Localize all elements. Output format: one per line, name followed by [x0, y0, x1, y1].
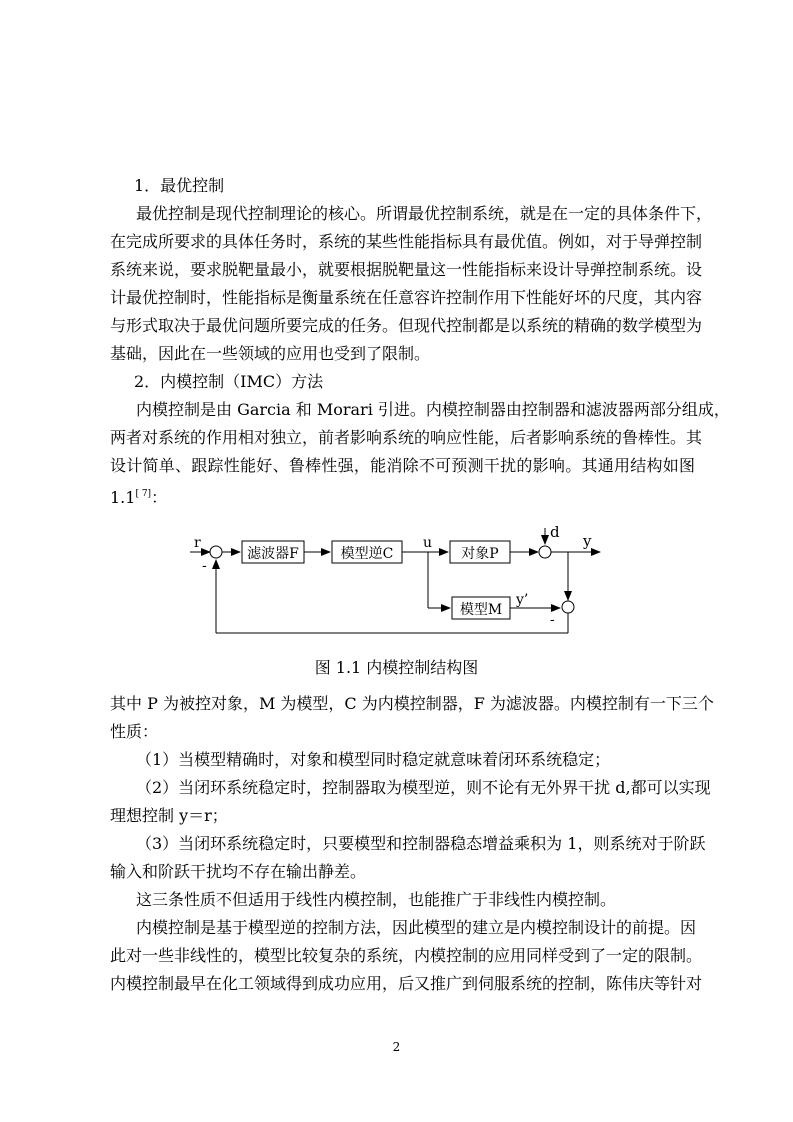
paragraph-line: 此对一些非线性的，模型比较复杂的系统，内模控制的应用同样受到了一定的限制。	[110, 946, 703, 965]
section-heading-optimal-control: 1．最优控制	[134, 176, 225, 195]
property-item-3-cont: 输入和阶跃干扰均不存在输出静差。	[110, 862, 367, 881]
minus-sign: -	[202, 558, 207, 574]
property-item-3: （3）当闭环系统稳定时，只要模型和控制器稳态增益乘积为 1，则系统对于阶跃	[136, 834, 706, 853]
sum-junction-model-error	[562, 601, 574, 613]
model-label: 模型M	[459, 602, 503, 618]
paragraph-line: 其中 P 为被控对象，M 为模型，C 为内模控制器，F 为滤波器。内模控制有一下三个	[110, 694, 714, 713]
model-inverse-label: 模型逆C	[340, 546, 394, 562]
paragraph-line: 计最优控制时，性能指标是衡量系统在任意容许控制作用下性能好坏的尺度，其内容	[110, 288, 703, 307]
paragraph-line: 与形式取决于最优问题所要完成的任务。但现代控制都是以系统的精确的数学模型为	[110, 316, 703, 335]
paragraph-line-with-citation	[110, 484, 695, 508]
figure-ref: 1.1	[110, 488, 136, 507]
citation: [ 7]	[135, 489, 152, 499]
paragraph-line: 基础，因此在一些领域的应用也受到了限制。	[110, 344, 431, 363]
plant-label: 对象P	[461, 546, 499, 562]
signal-y-prime-label: y’	[516, 592, 529, 608]
property-item-2: （2）当闭环系统稳定时，控制器取为模型逆，则不论有无外界干扰 d,都可以实现	[136, 778, 711, 797]
figure-caption: 图 1.1 内模控制结构图	[314, 658, 479, 677]
paragraph-line: 内模控制是由 Garcia 和 Morari 引进。内模控制器由控制器和滤波器两部分组成，	[136, 400, 730, 419]
signal-u-label: u	[423, 535, 433, 551]
paragraph-line: 系统来说，要求脱靶量最小，就要根据脱靶量这一性能指标来设计导弹控制系统。设	[110, 260, 703, 279]
paragraph-line: 两者对系统的作用相对独立，前者影响系统的响应性能，后者影响系统的鲁棒性。其	[110, 428, 703, 447]
sum-junction-1	[210, 546, 222, 558]
signal-y-label: y	[583, 532, 592, 550]
paragraph-line: 最优控制是现代控制理论的核心。所谓最优控制系统，就是在一定的具体条件下，	[136, 204, 713, 223]
signal-d-label: d	[550, 523, 560, 541]
colon: ：	[151, 488, 168, 507]
page-number: 2	[392, 1040, 401, 1054]
minus-sign: -	[550, 612, 555, 628]
imc-block-diagram	[0, 520, 793, 660]
paragraph-line: 内模控制是基于模型逆的控制方法，因此模型的建立是内模控制设计的前提。因	[136, 918, 697, 937]
paragraph-line: 这三条性质不但适用于线性内模控制，也能推广于非线性内模控制。	[136, 890, 617, 909]
property-item-1: （1）当模型精确时，对象和模型同时稳定就意味着闭环系统稳定；	[136, 750, 611, 769]
section-heading-imc: 2．内模控制（IMC）方法	[134, 372, 324, 391]
signal-r-label: r	[194, 535, 201, 551]
property-item-2-cont: 理想控制 y＝r；	[110, 806, 228, 825]
paragraph-line: 设计简单、跟踪性能好、鲁棒性强，能消除不可预测干扰的影响。其通用结构如图	[110, 456, 695, 475]
filter-label: 滤波器F	[247, 546, 299, 562]
paragraph-line: 在完成所要求的具体任务时，系统的某些性能指标具有最优值。例如，对于导弹控制	[110, 232, 703, 251]
paragraph-line: 性质：	[110, 722, 159, 741]
sum-junction-disturbance	[539, 546, 551, 558]
paragraph-line: 内模控制最早在化工领域得到成功应用，后又推广到伺服系统的控制，陈伟庆等针对	[110, 974, 703, 993]
